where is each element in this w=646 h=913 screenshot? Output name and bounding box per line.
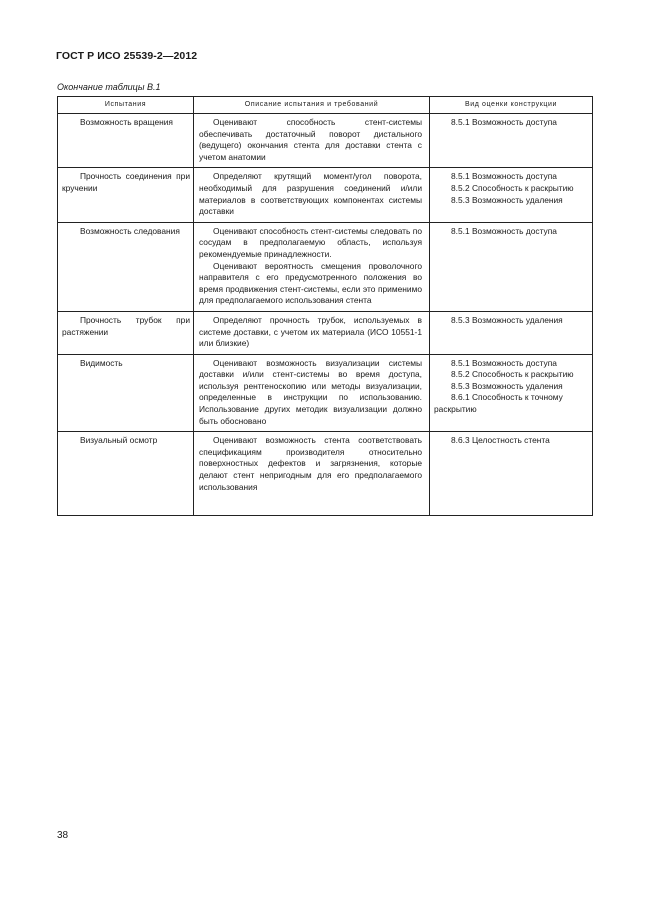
description-cell bbox=[194, 311, 430, 354]
assessment-item: 8.5.1 Возможность доступа bbox=[451, 117, 557, 127]
description-paragraph: Оценивают способность стент-системы следовать по сосудам в предполагаемую область, используя рекомендуемые принадлежности. bbox=[199, 225, 422, 259]
column-header-description: Описание испытания и требований bbox=[194, 97, 430, 114]
description-cell bbox=[194, 432, 430, 516]
requirements-table bbox=[57, 96, 593, 516]
table-header-row bbox=[58, 97, 593, 114]
assessment-item: 8.5.2 Способность к раскрытию bbox=[451, 182, 574, 193]
assessment-item: 8.5.3 Возможность удаления bbox=[451, 314, 563, 325]
test-name-cell: Визуальный осмотр bbox=[58, 432, 194, 516]
assessment-item: 8.5.3 Возможность удаления bbox=[451, 194, 563, 205]
table-row bbox=[58, 432, 593, 516]
page-number: 38 bbox=[57, 830, 69, 841]
assessment-item: 8.5.1 Возможность доступа bbox=[451, 225, 557, 236]
assessment-item: 8.6.3 Целостность стента bbox=[451, 435, 550, 446]
test-name-cell: Прочность трубок при растяжении bbox=[58, 311, 194, 354]
assessment-cell bbox=[430, 168, 593, 222]
description-paragraph: Оценивают возможность стента соответствовать спецификациям производителя относительно поверхностных дефектов и загрязнения, которые делают стент непригодным для его предполагаемого использования bbox=[199, 435, 422, 492]
test-name-cell: Прочность соединения при кручении bbox=[58, 168, 194, 222]
assessment-item: 8.5.1 Возможность доступа bbox=[451, 357, 557, 368]
table-row bbox=[58, 114, 593, 168]
test-name-cell: Возможность вращения bbox=[58, 114, 194, 168]
assessment-item: 8.5.2 Способность к раскрытию bbox=[451, 369, 574, 380]
description-paragraph: Определяют прочность трубок, используемых в системе доставки, с учетом их материала (ИСО 10551-1 или близкие) bbox=[199, 314, 422, 349]
assessment-item: 8.6.1 Способность к точному раскрытию bbox=[434, 392, 563, 415]
description-cell bbox=[194, 114, 430, 168]
assessment-item: 8.5.1 Возможность доступа bbox=[451, 171, 557, 182]
test-name-cell: Видимость bbox=[58, 354, 194, 432]
description-paragraph: Определяют крутящий момент/угол поворота, необходимый для разрушения соединений и/или материалов в соответствующих компонентах системы доставки bbox=[199, 171, 422, 217]
assessment-cell bbox=[430, 432, 593, 516]
description-paragraph: Оценивают вероятность смещения проволочного направителя с его предусмотренного положения во время продвижения стент-системы, если это применимо для предполагаемого использования стента bbox=[199, 260, 422, 306]
assessment-cell bbox=[430, 114, 593, 168]
description-cell bbox=[194, 168, 430, 222]
column-header-assessment: Вид оценки конструкции bbox=[430, 97, 593, 114]
assessment-item: 8.5.3 Возможность удаления bbox=[451, 380, 563, 391]
table-caption: Окончание таблицы В.1 bbox=[57, 82, 161, 92]
test-name-cell: Возможность следования bbox=[58, 222, 194, 311]
description-paragraph: Оценивают возможность визуализации системы доставки и/или стент-системы во время доступа, используя рентгеноскопию или методы визуализации, определенные в инструкции по использованию. Использование других методик визуализации должно быть обосновано bbox=[199, 357, 422, 426]
table-row bbox=[58, 168, 593, 222]
table-row bbox=[58, 222, 593, 311]
description-cell bbox=[194, 222, 430, 311]
table-row bbox=[58, 311, 593, 354]
description-cell bbox=[194, 354, 430, 432]
assessment-cell bbox=[430, 354, 593, 432]
assessment-cell bbox=[430, 311, 593, 354]
document-code: ГОСТ Р ИСО 25539-2—2012 bbox=[56, 50, 198, 62]
table-row bbox=[58, 354, 593, 432]
assessment-cell bbox=[430, 222, 593, 311]
description-paragraph: Оценивают способность стент-системы обеспечивать достаточный поворот дистального (ведущего) окончания стента для доставки стента с учетом анатомии bbox=[199, 117, 422, 162]
column-header-tests: Испытания bbox=[58, 97, 194, 114]
